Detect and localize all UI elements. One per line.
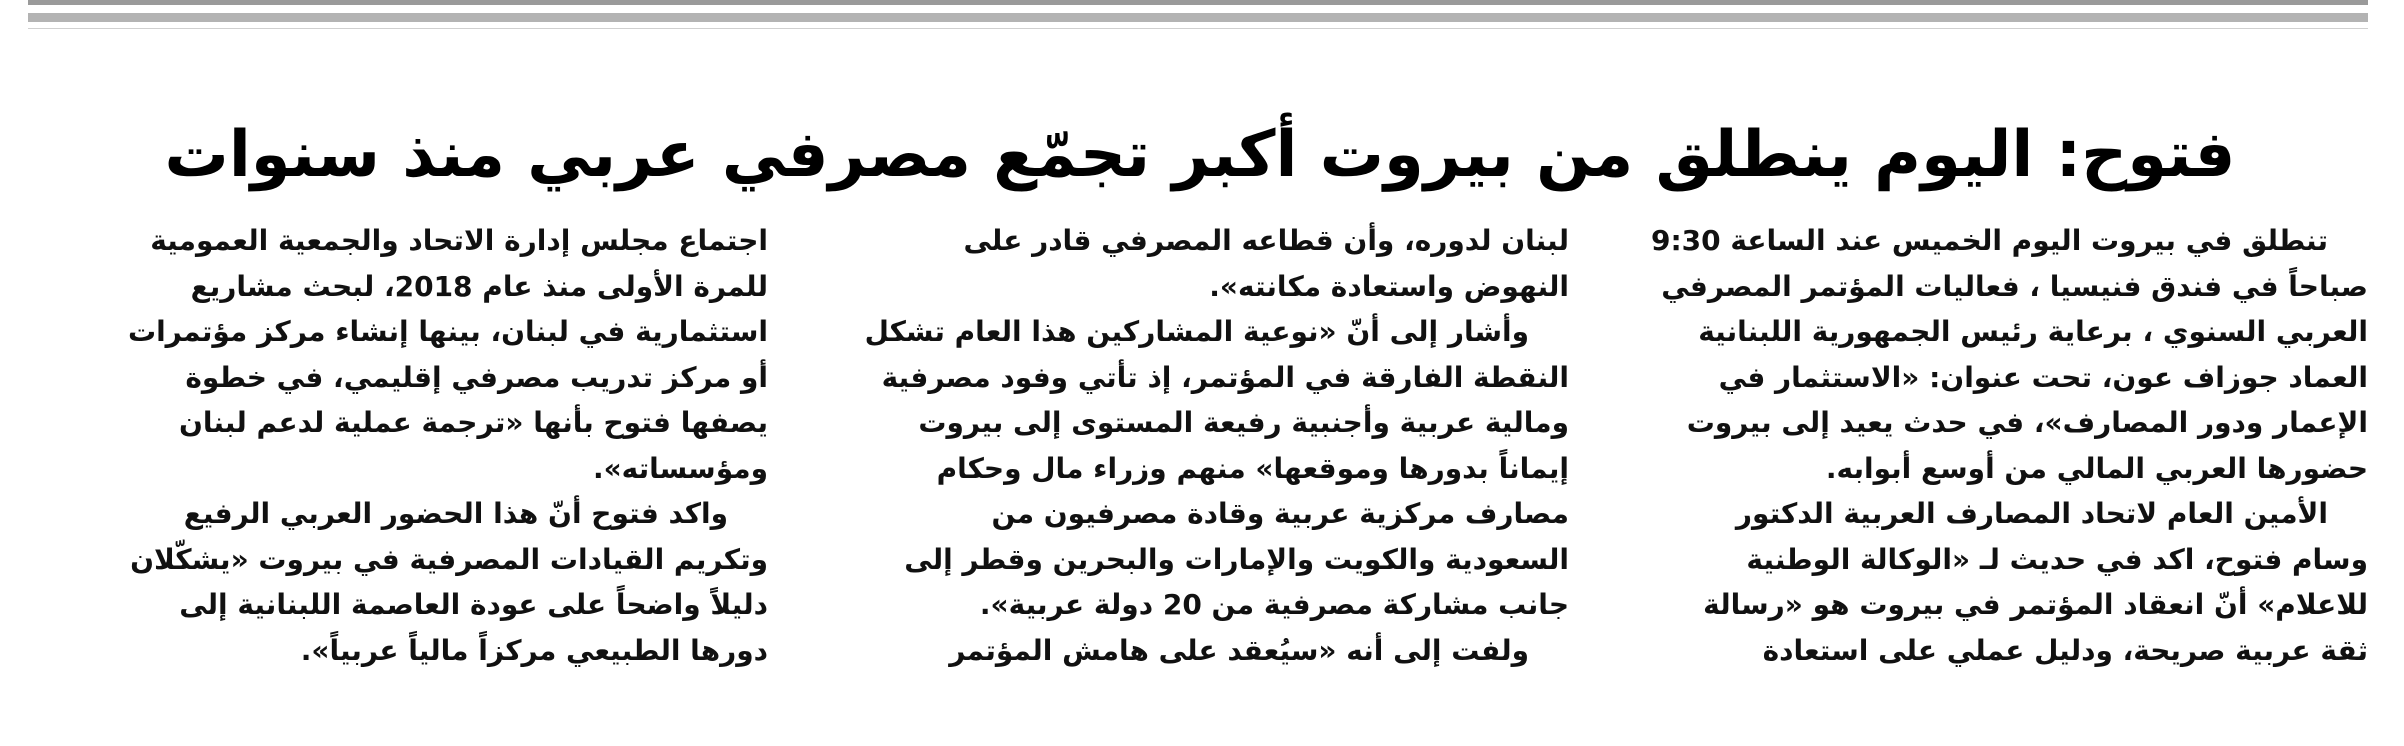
text-line: ثقة عربية صريحة، ودليل عملي على استعادة — [1762, 633, 2368, 667]
text-line: للاعلام» أنّ انعقاد المؤتمر في بيروت هو «رسالة — [1703, 588, 2368, 621]
text-line: النقطة الفارقة في المؤتمر، إذ تأتي وفود مصرفية — [881, 360, 1569, 394]
text-line: صباحاً في فندق فنيسيا ، فعاليات المؤتمر المصرفي — [1661, 269, 2368, 303]
text-line: مصارف مركزية عربية وقادة مصرفيون من — [991, 497, 1569, 530]
text-line: تنطلق في بيروت اليوم الخميس عند الساعة 9:30 — [1651, 224, 2328, 257]
text-line: ومؤسساته». — [592, 451, 768, 485]
text-line: السعودية والكويت والإمارات والبحرين وقطر إلى — [904, 542, 1569, 576]
article-column-1 — [1622, 218, 2368, 673]
article-headline: فتوح: اليوم ينطلق من بيروت أكبر تجمّع مصرفي عربي منذ سنوات — [164, 117, 2236, 192]
text-line: اجتماع مجلس إدارة الاتحاد والجمعية العمومية — [150, 224, 768, 257]
text-line: العربي السنوي ، برعاية رئيس الجمهورية اللبنانية — [1698, 315, 2368, 348]
text-line: أو مركز تدريب مصرفي إقليمي، في خطوة — [185, 360, 768, 394]
text-line: للمرة الأولى منذ عام 2018، لبحث مشاريع — [190, 269, 768, 303]
text-line: الإعمار ودور المصارف»، في حدث يعيد إلى بيروت — [1686, 406, 2368, 439]
text-line: وأشار إلى أنّ «نوعية المشاركين هذا العام تشكل — [864, 315, 1529, 348]
text-line: النهوض واستعادة مكانته». — [1209, 269, 1569, 303]
text-line: ومالية عربية وأجنبية رفيعة المستوى إلى بيروت — [918, 406, 1569, 439]
top-rule — [28, 0, 2368, 5]
text-line: ولفت إلى أنه «سيُعقد على هامش المؤتمر — [949, 633, 1529, 667]
text-line: جانب مشاركة مصرفية من 20 دولة عربية». — [979, 588, 1569, 621]
top-rule-thin — [28, 28, 2368, 29]
text-line: يصفها فتوح بأنها «ترجمة عملية لدعم لبنان — [178, 406, 768, 439]
article-column-2 — [823, 218, 1569, 673]
text-line: استثمارية في لبنان، بينها إنشاء مركز مؤتمرات — [127, 315, 768, 348]
text-line: لبنان لدوره، وأن قطاعه المصرفي قادر على — [963, 224, 1569, 257]
text-line: وتكريم القيادات المصرفية في بيروت «يشكّلان — [130, 542, 768, 576]
text-line: العماد جوزاف عون، تحت عنوان: «الاستثمار في — [1718, 360, 2368, 394]
text-line: واكد فتوح أنّ هذا الحضور العربي الرفيع — [183, 497, 728, 530]
text-line: الأمين العام لاتحاد المصارف العربية الدكتور — [1735, 497, 2328, 530]
top-rule-thick — [28, 13, 2368, 22]
text-line: دليلاً واضحاً على عودة العاصمة اللبنانية إلى — [179, 588, 768, 621]
text-line: دورها الطبيعي مركزاً مالياً عربياً». — [300, 633, 768, 667]
text-line: حضورها العربي المالي من أوسع أبوابه. — [1825, 451, 2368, 485]
text-line: وسام فتوح، اكد في حديث لـ «الوكالة الوطنية — [1746, 542, 2368, 576]
article-column-3 — [22, 218, 768, 673]
text-line: إيماناً بدورها وموقعها» منهم وزراء مال وحكام — [936, 451, 1569, 485]
